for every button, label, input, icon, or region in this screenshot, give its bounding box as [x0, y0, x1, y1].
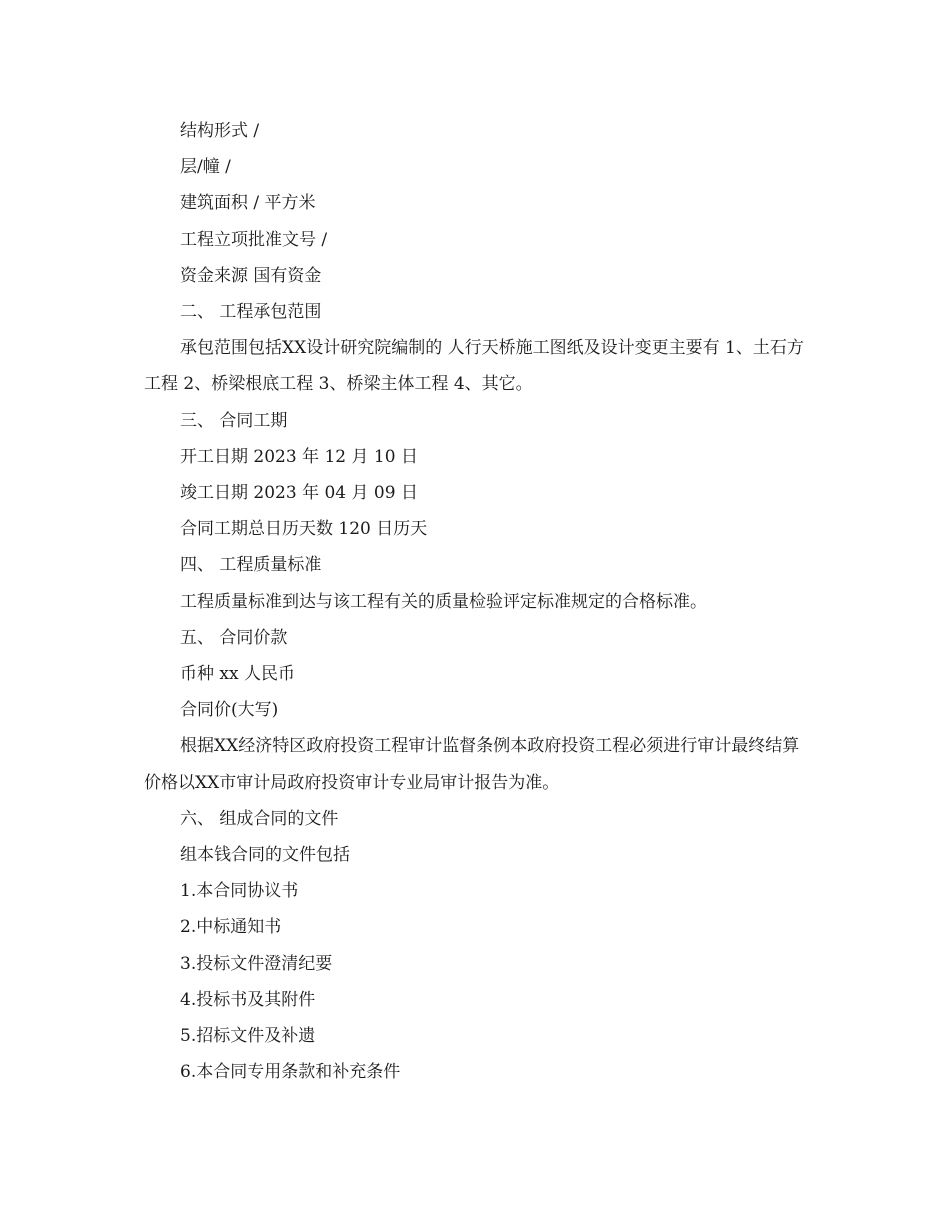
scope-paragraph: 承包范围包括XX设计研究院编制的 人行天桥施工图纸及设计变更主要有 1、土石方工程 2、桥梁根底工程 3、桥梁主体工程 4、其它。 — [144, 338, 804, 395]
list-item: 4.投标书及其附件 — [180, 989, 316, 1010]
section-heading-period: 三、 合同工期 — [180, 410, 288, 431]
building-area-line: 建筑面积 / 平方米 — [180, 193, 316, 214]
contract-price-line: 合同价(大写) — [180, 700, 279, 721]
section-heading-quality: 四、 工程质量标准 — [180, 555, 322, 576]
list-item: 5.招标文件及补遗 — [180, 1026, 316, 1047]
section-heading-price: 五、 合同价款 — [180, 627, 288, 648]
list-item: 1.本合同协议书 — [180, 881, 299, 902]
audit-paragraph: 根据XX经济特区政府投资工程审计监督条例本政府投资工程必须进行审计最终结算价格以XX市审计局政府投资审计专业局审计报告为准。 — [144, 736, 800, 793]
section-heading-documents: 六、 组成合同的文件 — [180, 808, 339, 829]
currency-line: 币种 xx 人民币 — [180, 664, 295, 685]
funding-source-line: 资金来源 国有资金 — [180, 265, 322, 286]
section-heading-scope: 二、 工程承包范围 — [180, 302, 322, 323]
document-body — [144, 113, 814, 1090]
approval-number-line: 工程立项批准文号 / — [180, 229, 328, 250]
list-item: 6.本合同专用条款和补充条件 — [180, 1062, 401, 1083]
floors-line: 层/幢 / — [180, 157, 231, 178]
structure-form-line: 结构形式 / — [180, 121, 260, 141]
total-days-line: 合同工期总日历天数 120 日历天 — [180, 519, 428, 540]
completion-date-line: 竣工日期 2023 年 04 月 09 日 — [180, 483, 418, 504]
start-date-line: 开工日期 2023 年 12 月 10 日 — [180, 446, 418, 467]
list-item: 3.投标文件澄清纪要 — [180, 953, 333, 974]
list-item: 2.中标通知书 — [180, 917, 282, 938]
documents-intro-line: 组本钱合同的文件包括 — [180, 845, 350, 866]
quality-standard-line: 工程质量标准到达与该工程有关的质量检验评定标准规定的合格标准。 — [180, 591, 707, 612]
